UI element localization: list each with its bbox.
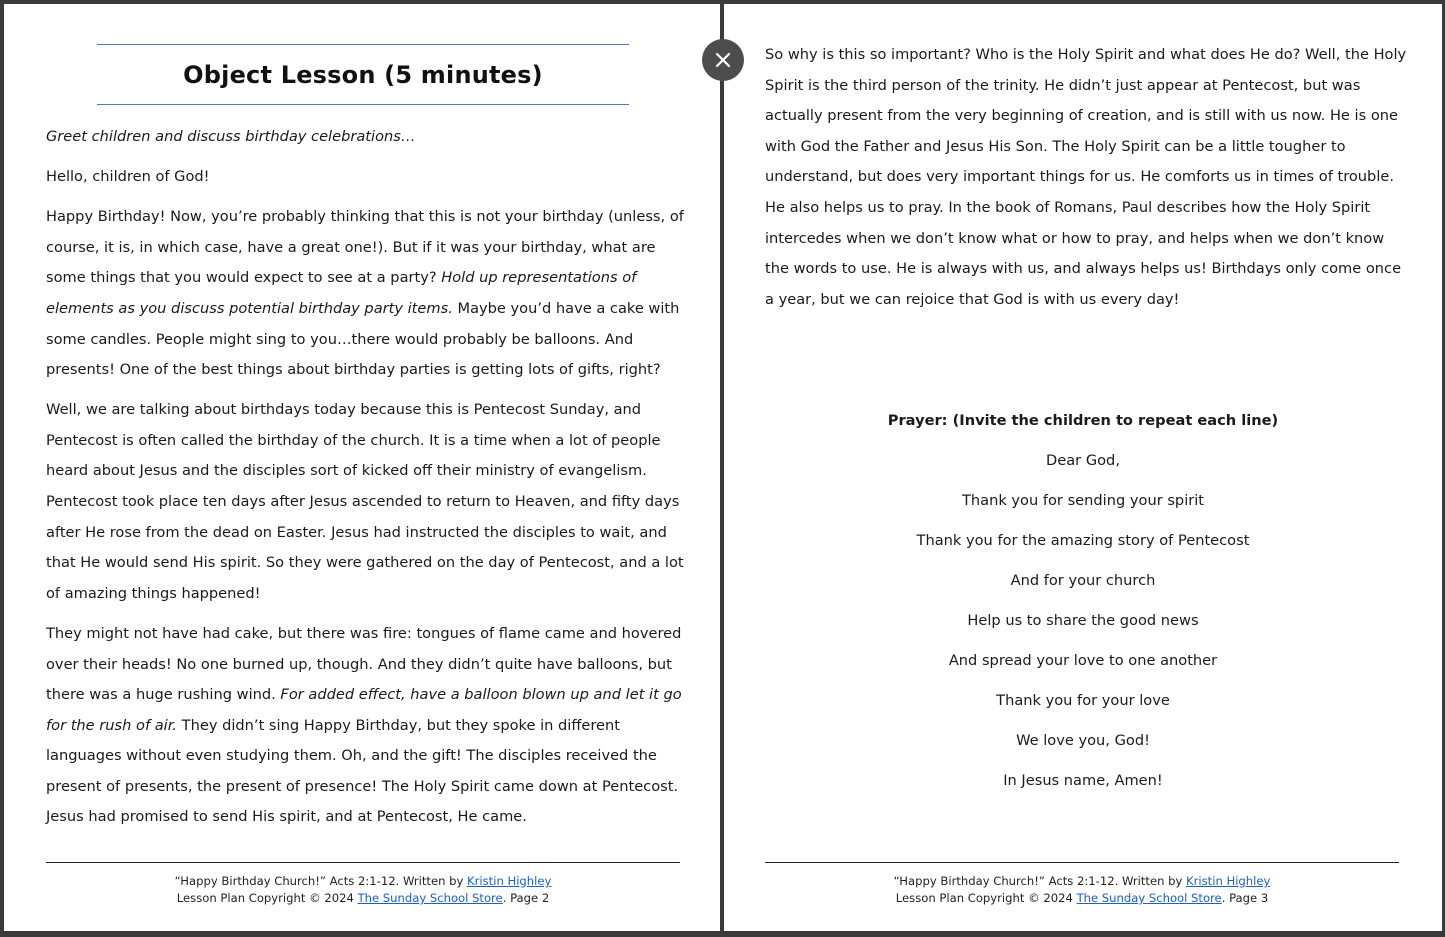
greeting: Hello, children of God! (46, 168, 210, 186)
paragraph-holy-spirit: So why is this so important? Who is the Holy Spirit and what does He do? Well, the Holy Spirit is the third person of the trinity. He didn’t just appear at Pentecost, but was actually present from the very beginning of creation, and is still with us now. He is one with God the Father and Jesus His Son. The Holy Spirit can be a little tougher to understand, but does very important things for us. He comforts us in times of trouble. He also helps us to pray. In the book of Romans, Paul describes how the Holy Spirit intercedes when we don’t know what or how to pray, and helps when we don’t know the words to use. He is always with us, and always helps us! Birthdays only come once a year, but we can rejoice that God is with us every day! (765, 46, 1407, 308)
page-footer (46, 862, 680, 907)
page-2 (4, 4, 720, 931)
prayer-line: Dear God, (1046, 452, 1120, 469)
footer-line-1 (765, 873, 1399, 890)
page-footer (765, 862, 1399, 907)
footer-line-2 (765, 890, 1399, 907)
paragraph-text: They might not have had cake, but there was fire: tongues of flame came and hovered over their heads! No one burned up, though. And they didn’t quite have balloons, but there was a huge rushing wind. (46, 624, 682, 704)
prayer-line: Thank you for sending your spirit (961, 492, 1205, 509)
teacher-instruction: Hold up representations of elements as you discuss potential birthday party items. (46, 269, 637, 317)
section-title: Object Lesson (5 minutes) (183, 60, 543, 89)
page-number: . Page 3 (1221, 891, 1269, 905)
paragraph-fire-wind (46, 619, 686, 833)
footer-text: “Happy Birthday Church!” Acts 2:1-12. Written by (174, 874, 468, 888)
page-number: . Page 2 (502, 891, 550, 905)
footer-text: Lesson Plan Copyright © 2024 (895, 891, 1077, 905)
teacher-instruction: For added effect, have a balloon blown up and let it go for the rush of air. (46, 686, 682, 734)
author-link[interactable]: Kristin Highley (467, 874, 552, 888)
page-3 (724, 4, 1442, 931)
lesson-body (46, 122, 686, 843)
author-link[interactable]: Kristin Highley (1186, 874, 1271, 888)
paragraph-text: They didn’t sing Happy Birthday, but they spoke in different languages without even studying them. Oh, and the gift! The disciples received the present of presents, the present of presence! The Holy Spirit came down at Pentecost. Jesus had promised to send His spirit, and at Pentecost, He came. (46, 716, 679, 826)
store-link[interactable]: The Sunday School Store (357, 891, 503, 905)
store-link[interactable]: The Sunday School Store (1076, 891, 1222, 905)
prayer-heading: Prayer: (Invite the children to repeat each line) (887, 412, 1279, 429)
prayer-section (724, 410, 1442, 810)
prayer-line: Help us to share the good news (967, 612, 1199, 629)
lesson-body (765, 40, 1407, 325)
paragraph-pentecost: Well, we are talking about birthdays today because this is Pentecost Sunday, and Pentecost is often called the birthday of the church. It is a time when a lot of people heard about Jesus and the disciples sort of kicked off their ministry of evangelism. Pentecost took place ten days after Jesus ascended to return to Heaven, and fifty days after He rose from the dead on Easter. Jesus had instructed the disciples to wait, and that He would send His spirit. So they were gathered on the day of Pentecost, and a lot of amazing things happened! (46, 401, 684, 602)
footer-line-2 (46, 890, 680, 907)
close-button[interactable] (702, 39, 744, 81)
paragraph-birthday (46, 202, 686, 386)
prayer-line: In Jesus name, Amen! (1003, 772, 1163, 789)
prayer-line: And spread your love to one another (948, 652, 1218, 669)
paragraph-text: Happy Birthday! Now, you’re probably thinking that this is not your birthday (unless, of course, it is, in which case, have a great one!). But if it was your birthday, what are some things that you would expect to see at a party? (46, 208, 684, 287)
prayer-line: And for your church (1010, 572, 1156, 589)
prayer-line: We love you, God! (1016, 732, 1150, 749)
close-icon (715, 52, 731, 68)
footer-text: Lesson Plan Copyright © 2024 (176, 891, 358, 905)
footer-text: “Happy Birthday Church!” Acts 2:1-12. Written by (893, 874, 1187, 888)
footer-line-1 (46, 873, 680, 890)
prayer-line: Thank you for your love (996, 692, 1170, 709)
section-title-block (97, 44, 629, 105)
paragraph-text: Maybe you’d have a cake with some candles. People might sing to you…there would probably be balloons. And presents! One of the best things about birthday parties is getting lots of gifts, right? (46, 299, 680, 379)
intro-instruction: Greet children and discuss birthday celebrations… (46, 128, 416, 145)
prayer-line: Thank you for the amazing story of Pentecost (916, 532, 1250, 549)
